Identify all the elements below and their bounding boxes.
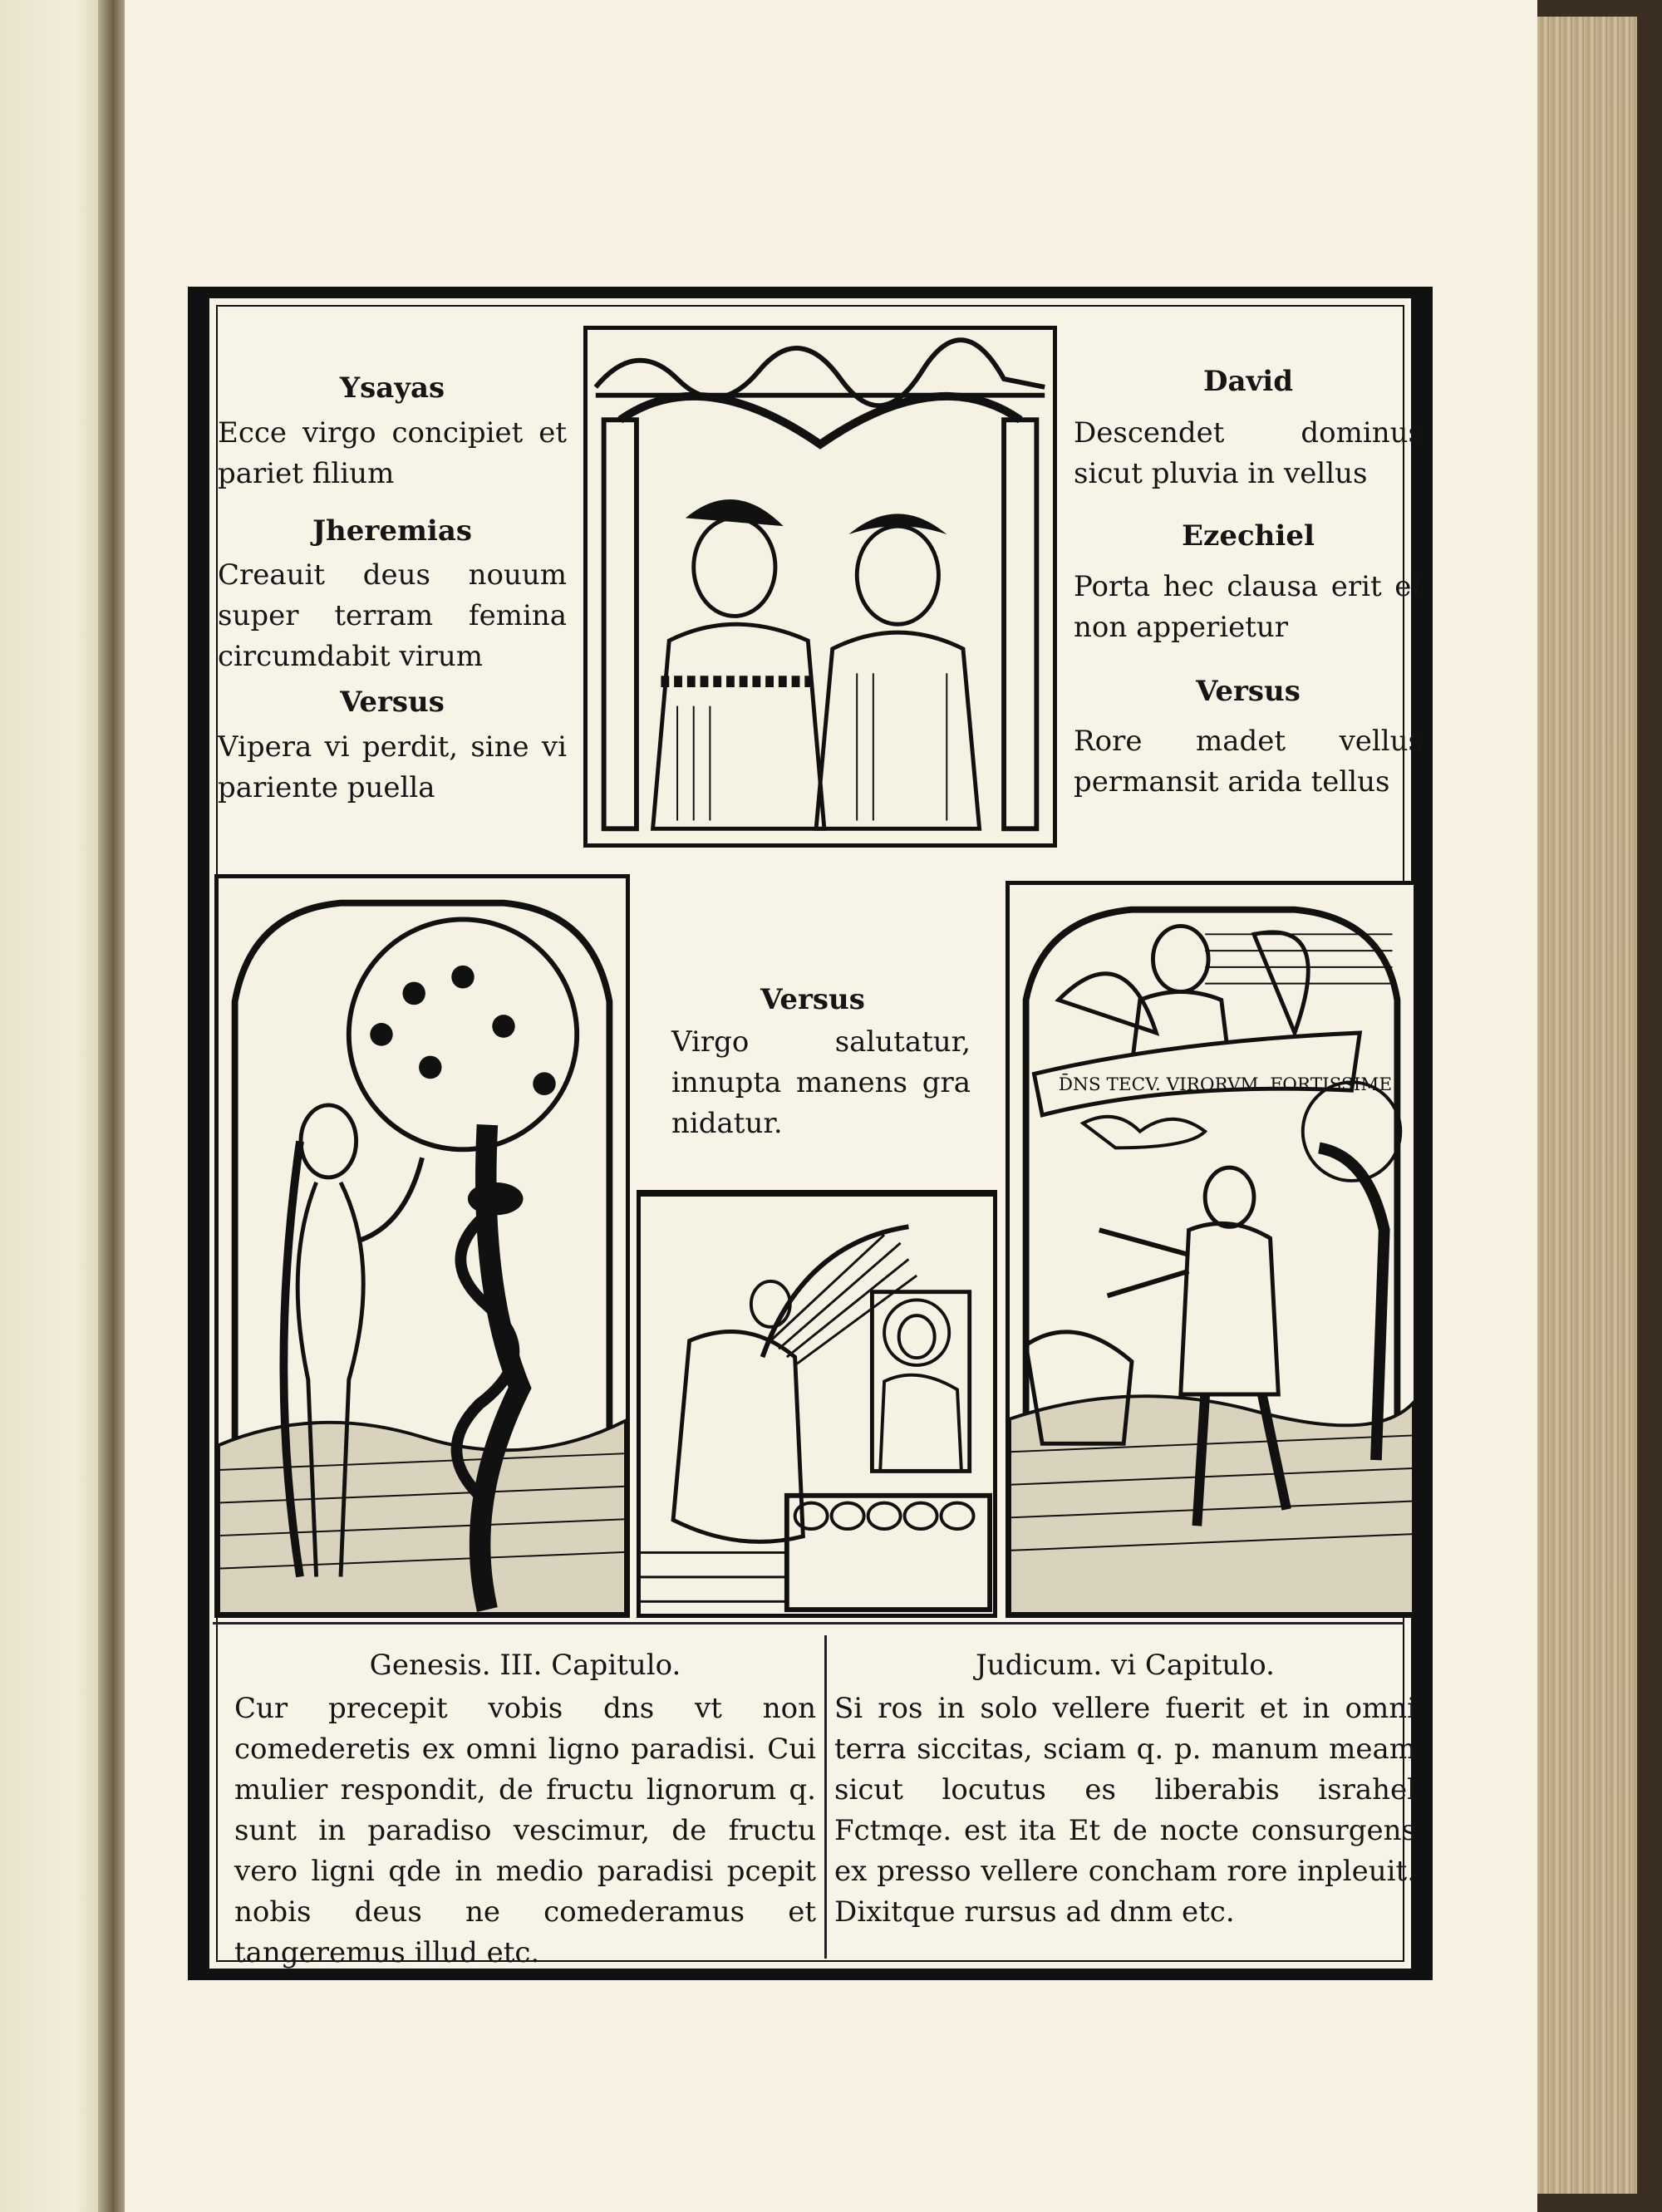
verse-text-top-left: Vipera vi perdit, sine vi pariente puella: [218, 730, 567, 804]
eve-serpent-illustration: [219, 878, 626, 1614]
annunciation-illustration: [641, 1194, 993, 1614]
woodcut-eve-and-serpent: [214, 874, 630, 1618]
verse-heading-top-left: Versus: [340, 686, 445, 719]
judicum-text: Si ros in solo vellere fuerit et in omni terra siccitas, sciam q. p. manum meam sicut locutus es liberabis israhel Fctmqe. est ita Et de nocte consurgens ex presso vellere concham rore inpleuit. Dixitque rursus ad dnm etc.: [834, 1692, 1416, 1929]
verse-heading-top-right: Versus: [1196, 675, 1301, 708]
woodcut-two-prophets: [583, 326, 1057, 848]
prophet-name-ysayas: Ysayas: [339, 371, 445, 405]
section-divider: [213, 1622, 1404, 1625]
prophet-name-jheremias: Jheremias: [312, 514, 473, 548]
gideon-angel-illustration: [1010, 885, 1414, 1614]
prophecy-text-ysayas: Ecce virgo concipiet et pariet filium: [218, 416, 567, 490]
prophet-name-ezechiel: Ezechiel: [1182, 519, 1315, 553]
prophet-name-david: David: [1203, 365, 1293, 398]
prophecy-text-david: Descendet dominus sicut pluvia in vellus: [1074, 416, 1423, 490]
verse-text-center: Virgo salutatur, innupta manens gra nidatur.: [671, 1025, 971, 1140]
prophecy-text-ezechiel: Porta hec clausa erit et non apperietur: [1074, 570, 1423, 644]
column-divider: [824, 1635, 827, 1959]
woodcut-annunciation: [637, 1190, 997, 1618]
banner-inscription: D̄NS TECV. VIRORVM. FORTISSIME: [1058, 1074, 1393, 1096]
left-page-edge: [0, 0, 106, 2212]
verse-heading-center: Versus: [760, 983, 865, 1016]
prophecy-text-jheremias: Creauit deus nouum super terram femina circumdabit virum: [218, 558, 567, 673]
genesis-heading: Genesis. III. Capitulo.: [369, 1649, 681, 1682]
verse-text-top-right: Rore madet vellus permansit arida tellus: [1074, 725, 1423, 799]
two-prophets-illustration: [588, 330, 1053, 843]
page-fore-edge: [1537, 17, 1637, 2194]
genesis-text: Cur precepit vobis dns vt non comederetis ex omni ligno paradisi. Cui mulier respondit, de fructu lignorum q. sunt in paradiso vescimur, de fructu vero ligni qde in medio paradisi pcepit nobis deus ne comederamus et tangeremus illud etc.: [234, 1692, 816, 1969]
woodcut-gideon-and-angel: [1006, 881, 1418, 1618]
judicum-heading: Judicum. vi Capitulo.: [976, 1649, 1275, 1682]
